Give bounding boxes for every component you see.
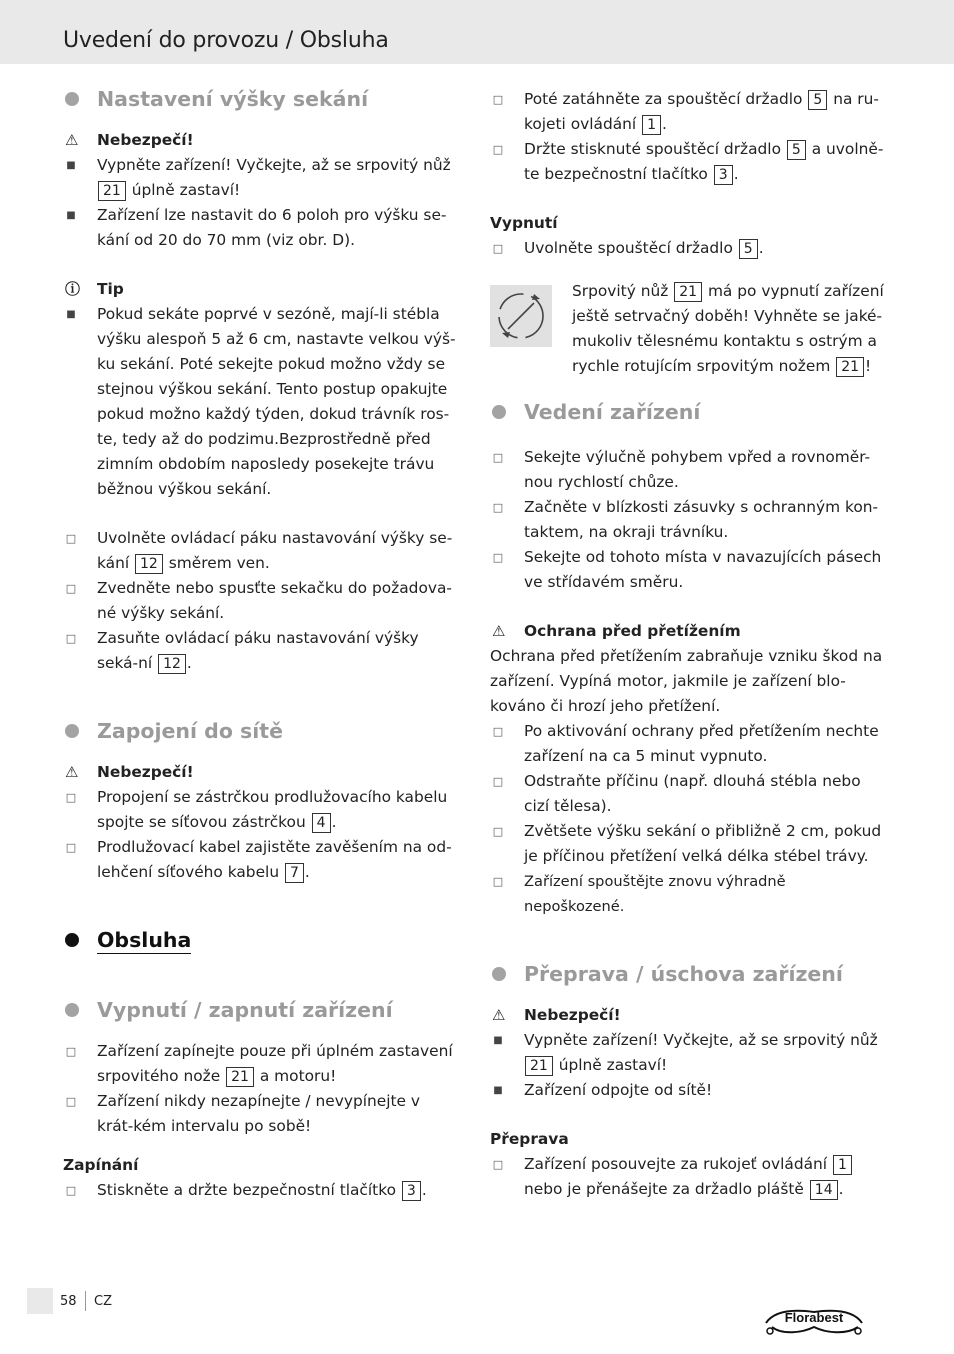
subheading-switch-off: Vypnutí bbox=[490, 214, 558, 232]
footer-divider bbox=[85, 1291, 86, 1311]
part-number: 21 bbox=[98, 181, 126, 201]
part-number: 5 bbox=[808, 90, 827, 110]
filled-square-bullet-icon: ■ bbox=[66, 160, 76, 171]
part-number: 1 bbox=[642, 115, 661, 135]
part-number: 7 bbox=[285, 863, 304, 883]
part-number: 12 bbox=[135, 554, 163, 574]
list-item: □ Zvětšete výšku sekání o přibližně 2 cm, pokud je příčinou přetížení velká délka stébel trávy. bbox=[490, 819, 886, 869]
page-number: 58 bbox=[60, 1294, 77, 1309]
bullet-dot-icon bbox=[65, 933, 79, 947]
subheading-switch-on: Zapínání bbox=[63, 1156, 139, 1174]
empty-square-bullet-icon: □ bbox=[492, 501, 504, 514]
list-item: ■ Zařízení odpojte od sítě! bbox=[490, 1078, 886, 1103]
exclamation-circle-icon: ⓘ bbox=[65, 280, 81, 298]
empty-square-bullet-icon: □ bbox=[492, 1158, 504, 1171]
warning-triangle-icon: ⚠ bbox=[492, 622, 506, 640]
empty-square-bullet-icon: □ bbox=[492, 875, 504, 888]
bullet-dot-icon bbox=[65, 1003, 79, 1017]
part-number: 1 bbox=[833, 1155, 852, 1175]
part-number: 21 bbox=[525, 1056, 553, 1076]
list-item: □ Uvolněte spouštěcí držadlo 5 . bbox=[490, 236, 886, 261]
danger-warning: ⚠ Nebezpečí! bbox=[63, 128, 459, 153]
list-item: ■ Zařízení lze nastavit do 6 poloh pro výšku se-kání od 20 do 70 mm (viz obr. D). bbox=[63, 203, 459, 253]
part-number: 21 bbox=[836, 357, 864, 377]
tip-text: ■ Pokud sekáte poprvé v sezóně, mají-li stébla výšku alespoň 5 až 6 cm, nastavte velkou výš-ku sekání. Poté sekejte pokud možno vždy se stejnou výškou sekání. Tento postup opakujte pokud možno každý týden, dokud trávník ros-te, tedy až do podzimu.Bezprostředně před zimním obdobím naposledy posekejte trávu běžnou výškou sekání. bbox=[63, 302, 459, 502]
bullet-dot-icon bbox=[492, 967, 506, 981]
list-item: □ Prodlužovací kabel zajistěte zavěšením na od-lehčení síťového kabelu 7 . bbox=[63, 835, 459, 885]
empty-square-bullet-icon: □ bbox=[492, 93, 504, 106]
empty-square-bullet-icon: □ bbox=[65, 1045, 77, 1058]
left-column bbox=[63, 84, 459, 1203]
empty-square-bullet-icon: □ bbox=[65, 791, 77, 804]
part-number: 12 bbox=[158, 654, 186, 674]
list-item: □ Odstraňte příčinu (např. dlouhá stébla nebo cizí tělesa). bbox=[490, 769, 886, 819]
list-item: □ Stiskněte a držte bezpečnostní tlačítko 3 . bbox=[63, 1178, 459, 1203]
list-item: □ Zvedněte nebo spusťte sekačku do požadova-né výšky sekání. bbox=[63, 576, 459, 626]
tip-heading: ⓘ Tip bbox=[63, 277, 459, 302]
footer-marker bbox=[27, 1288, 53, 1314]
empty-square-bullet-icon: □ bbox=[65, 841, 77, 854]
list-item: ■ Vypněte zařízení! Vyčkejte, až se srpovitý nůž 21 úplně zastaví! bbox=[63, 153, 459, 203]
bullet-dot-icon bbox=[65, 92, 79, 106]
section-heading-on-off: Vypnutí / zapnutí zařízení bbox=[63, 995, 459, 1025]
empty-square-bullet-icon: □ bbox=[492, 825, 504, 838]
list-item: □ Uvolněte ovládací páku nastavování výšky se-kání 12 směrem ven. bbox=[63, 526, 459, 576]
subheading-transport: Přeprava bbox=[490, 1130, 569, 1148]
list-item: □ Zařízení nikdy nezapínejte / nevypínejte v krát-kém intervalu po sobě! bbox=[63, 1089, 459, 1139]
section-heading-mains-connection: Zapojení do sítě bbox=[63, 716, 459, 746]
warning-triangle-icon: ⚠ bbox=[65, 131, 79, 149]
part-number: 5 bbox=[787, 140, 806, 160]
rotating-blade-icon bbox=[490, 285, 552, 347]
danger-warning: ⚠ Nebezpečí! bbox=[63, 760, 459, 785]
section-heading-cutting-height: Nastavení výšky sekání bbox=[63, 84, 459, 114]
part-number: 4 bbox=[312, 813, 331, 833]
note-text: Srpovitý nůž 21 má po vypnutí zařízení ještě setrvačný doběh! Vyhněte se jaké-mukoliv tělesnému kontaktu s ostrým a rychle rotujícím srpovitým nožem 21 ! bbox=[572, 282, 884, 375]
list-item: □ Propojení se zástrčkou prodlužovacího kabelu spojte se síťovou zástrčkou 4 . bbox=[63, 785, 459, 835]
filled-square-bullet-icon: ■ bbox=[66, 309, 76, 320]
part-number: 14 bbox=[810, 1180, 838, 1200]
list-item: □ Zařízení spouštějte znovu výhradně nepoškozené. bbox=[490, 869, 886, 919]
section-heading-guiding: Vedení zařízení bbox=[490, 397, 886, 427]
list-item: □ Poté zatáhněte za spouštěcí držadlo 5 na ru-kojeti ovládání 1 . bbox=[490, 87, 886, 137]
part-number: 3 bbox=[714, 165, 733, 185]
empty-square-bullet-icon: □ bbox=[492, 725, 504, 738]
empty-square-bullet-icon: □ bbox=[65, 532, 77, 545]
rotating-blade-note bbox=[490, 279, 886, 379]
logo-text: Florabest bbox=[784, 1310, 844, 1325]
part-number: 21 bbox=[226, 1067, 254, 1087]
part-number: 3 bbox=[402, 1181, 421, 1201]
bullet-dot-icon bbox=[492, 405, 506, 419]
language-code: CZ bbox=[94, 1294, 112, 1309]
bullet-dot-icon bbox=[65, 724, 79, 738]
empty-square-bullet-icon: □ bbox=[65, 632, 77, 645]
florabest-logo bbox=[762, 1303, 866, 1339]
danger-warning: ⚠ Nebezpečí! bbox=[490, 1003, 886, 1028]
list-item: □ Držte stisknuté spouštěcí držadlo 5 a uvolně-te bezpečnostní tlačítko 3 . bbox=[490, 137, 886, 187]
list-item: □ Po aktivování ochrany před přetížením nechte zařízení na ca 5 minut vypnuto. bbox=[490, 719, 886, 769]
filled-square-bullet-icon: ■ bbox=[493, 1035, 503, 1046]
page-header bbox=[0, 0, 954, 64]
empty-square-bullet-icon: □ bbox=[492, 775, 504, 788]
page-title: Uvedení do provozu / Obsluha bbox=[63, 28, 389, 53]
empty-square-bullet-icon: □ bbox=[65, 1184, 77, 1197]
section-heading-operation: Obsluha bbox=[63, 925, 459, 955]
part-number: 21 bbox=[674, 282, 702, 302]
empty-square-bullet-icon: □ bbox=[65, 582, 77, 595]
filled-square-bullet-icon: ■ bbox=[66, 210, 76, 221]
overload-warning: ⚠ Ochrana před přetížením bbox=[490, 619, 886, 644]
section-heading-transport: Přeprava / úschova zařízení bbox=[490, 959, 886, 989]
overload-text: Ochrana před přetížením zabraňuje vzniku škod na zařízení. Vypíná motor, jakmile je zařízení blo-kováno či hrozí jeho přetížení. bbox=[490, 647, 883, 715]
list-item: □ Zařízení zapínejte pouze při úplném zastavení srpovitého nože 21 a motoru! bbox=[63, 1039, 459, 1089]
empty-square-bullet-icon: □ bbox=[492, 551, 504, 564]
empty-square-bullet-icon: □ bbox=[492, 242, 504, 255]
list-item: □ Sekejte od tohoto místa v navazujících pásech ve střídavém směru. bbox=[490, 545, 886, 595]
empty-square-bullet-icon: □ bbox=[492, 451, 504, 464]
right-column bbox=[490, 87, 886, 1202]
empty-square-bullet-icon: □ bbox=[65, 1095, 77, 1108]
filled-square-bullet-icon: ■ bbox=[493, 1085, 503, 1096]
list-item: □ Zasuňte ovládací páku nastavování výšky seká-ní 12 . bbox=[63, 626, 459, 676]
list-item: □ Sekejte výlučně pohybem vpřed a rovnoměr-nou rychlostí chůze. bbox=[490, 445, 886, 495]
list-item: □ Začněte v blízkosti zásuvky s ochranným kon-taktem, na okraji trávníku. bbox=[490, 495, 886, 545]
list-item: ■ Vypněte zařízení! Vyčkejte, až se srpovitý nůž 21 úplně zastaví! bbox=[490, 1028, 886, 1078]
warning-triangle-icon: ⚠ bbox=[65, 763, 79, 781]
warning-triangle-icon: ⚠ bbox=[492, 1006, 506, 1024]
empty-square-bullet-icon: □ bbox=[492, 143, 504, 156]
part-number: 5 bbox=[739, 239, 758, 259]
list-item: □ Zařízení posouvejte za rukojeť ovládání 1 nebo je přenášejte za držadlo pláště 14 . bbox=[490, 1152, 886, 1202]
